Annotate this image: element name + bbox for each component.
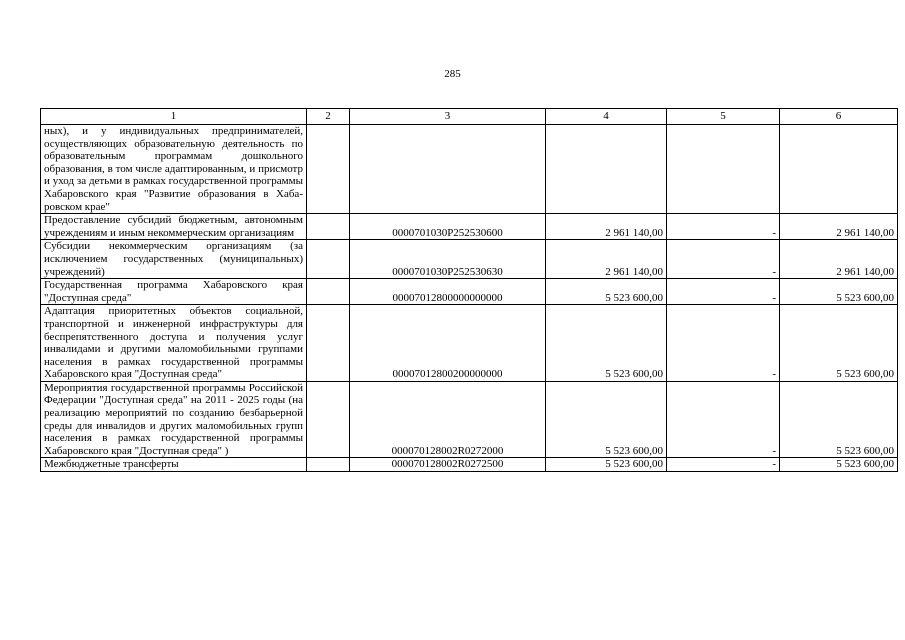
header-cell-6: 6 — [780, 109, 898, 125]
row-col4-cell: 5 523 600,00 — [546, 381, 667, 458]
header-cell-3: 3 — [350, 109, 546, 125]
row-col6-cell: 5 523 600,00 — [780, 381, 898, 458]
page-number: 285 — [444, 68, 461, 80]
row-col5-cell: - — [667, 305, 780, 382]
row-col4-cell: 5 523 600,00 — [546, 458, 667, 472]
row-code-cell: 000070128002R0272500 — [350, 458, 546, 472]
row-name-cell: Мероприятия государственной программы Российской Федерации "Доступная среда" на 2011 - 2025 годы (на реализацию мероприятий по созданию безбарьерной среды для инвалидов и других маломобильных групп населения в рамках государственной программы Хабаровского края "Доступная среда" ) — [41, 381, 307, 458]
table-row — [41, 125, 898, 214]
row-col6-cell: 2 961 140,00 — [780, 240, 898, 279]
header-cell-2: 2 — [307, 109, 350, 125]
row-name-cell: Адаптация приоритетных объектов социальной, транспортной и инженерной инфраструктуры для беспрепятственного доступа и получения услуг инвалидами и другими маломобильными группами населения в рамках государственной программы Хабаровского края "Доступная среда" — [41, 305, 307, 382]
row-col6-cell: 5 523 600,00 — [780, 458, 898, 472]
table-row — [41, 214, 898, 240]
row-code-cell: 0000701030P252530630 — [350, 240, 546, 279]
row-col2-cell — [307, 279, 350, 305]
row-code-cell: 00007012800000000000 — [350, 279, 546, 305]
row-code-cell: 00007012800200000000 — [350, 305, 546, 382]
row-col2-cell — [307, 458, 350, 472]
header-cell-4: 4 — [546, 109, 667, 125]
budget-table — [40, 108, 898, 472]
row-col6-cell: 5 523 600,00 — [780, 305, 898, 382]
table-row — [41, 279, 898, 305]
row-col2-cell — [307, 214, 350, 240]
row-col6-cell — [780, 125, 898, 214]
row-col4-cell: 5 523 600,00 — [546, 279, 667, 305]
row-col4-cell: 5 523 600,00 — [546, 305, 667, 382]
row-col5-cell: - — [667, 214, 780, 240]
row-col2-cell — [307, 240, 350, 279]
row-col6-cell: 5 523 600,00 — [780, 279, 898, 305]
table-row — [41, 381, 898, 458]
row-code-cell: 000070128002R0272000 — [350, 381, 546, 458]
header-cell-1: 1 — [41, 109, 307, 125]
row-col4-cell — [546, 125, 667, 214]
table-row — [41, 240, 898, 279]
table-row — [41, 305, 898, 382]
table-row — [41, 458, 898, 472]
row-col5-cell: - — [667, 240, 780, 279]
row-name-cell: Межбюджетные трансферты — [41, 458, 307, 472]
row-col2-cell — [307, 381, 350, 458]
row-name-cell: ных), и у индивидуальных предпринимателей, осуществляющих образовательную деятельность по образовательным программам дошкольного образования, в том числе адаптированным, и присмотр и уход за детьми в рамках государственной программы Хабаровского края "Развитие образования в Хабаровском крае" — [41, 125, 307, 214]
row-col6-cell: 2 961 140,00 — [780, 214, 898, 240]
row-code-cell: 0000701030P252530600 — [350, 214, 546, 240]
row-code-cell — [350, 125, 546, 214]
row-name-cell: Субсидии некоммерческим организациям (за исключением государственных (муниципальных) учреждений) — [41, 240, 307, 279]
row-col2-cell — [307, 125, 350, 214]
row-col5-cell: - — [667, 381, 780, 458]
row-name-cell: Предоставление субсидий бюджетным, автономным учреждениям и иным некоммерческим организациям — [41, 214, 307, 240]
row-col4-cell: 2 961 140,00 — [546, 240, 667, 279]
row-col2-cell — [307, 305, 350, 382]
header-row — [41, 109, 898, 125]
row-col5-cell: - — [667, 458, 780, 472]
row-col5-cell — [667, 125, 780, 214]
row-col5-cell: - — [667, 279, 780, 305]
header-cell-5: 5 — [667, 109, 780, 125]
row-col4-cell: 2 961 140,00 — [546, 214, 667, 240]
row-name-cell: Государственная программа Хабаровского края "Доступная среда" — [41, 279, 307, 305]
